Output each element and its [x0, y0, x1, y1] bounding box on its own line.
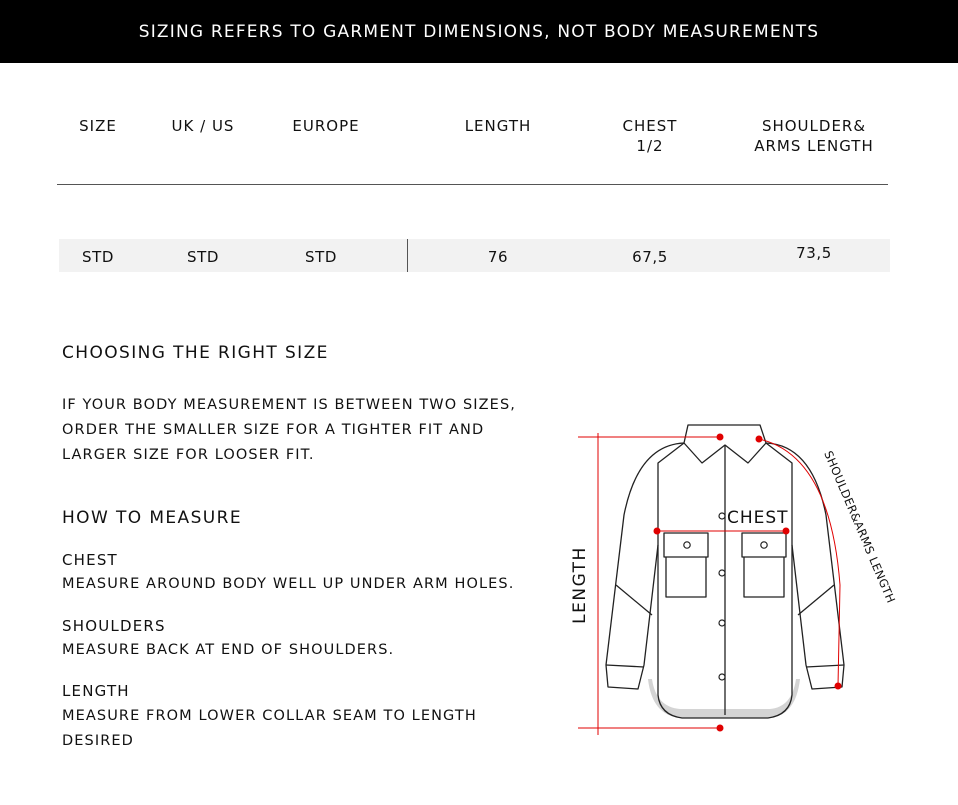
placket-button [719, 513, 725, 519]
choosing-text [62, 393, 516, 468]
col-header-chest-sub: 1/2 [636, 137, 664, 155]
cuff-point [835, 683, 842, 690]
col-header-uk-us: UK / US [171, 117, 235, 135]
choosing-line-2: ORDER THE SMALLER SIZE FOR A TIGHTER FIT AND [62, 422, 485, 438]
length-title: LENGTH [62, 682, 130, 700]
hem-point [717, 725, 724, 732]
left-sleeve [606, 443, 684, 689]
placket-button [719, 674, 725, 680]
placket-button [719, 620, 725, 626]
pocket-button-right [761, 542, 767, 548]
row-divider [407, 239, 408, 272]
col-header-chest [605, 116, 695, 156]
chest-label: CHEST [727, 508, 789, 528]
header-banner [0, 0, 958, 63]
length-line-1: MEASURE FROM LOWER COLLAR SEAM TO LENGTH [62, 708, 477, 724]
col-header-shoulder [738, 116, 890, 156]
length-text [62, 704, 477, 754]
choosing-title: CHOOSING THE RIGHT SIZE [62, 343, 329, 363]
col-header-size: SIZE [79, 117, 117, 135]
col-header-length: LENGTH [464, 117, 532, 135]
col-header-chest-label: CHEST [622, 117, 678, 135]
header-divider [57, 184, 888, 185]
shoulders-text: MEASURE BACK AT END OF SHOULDERS. [62, 642, 395, 658]
chest-title: CHEST [62, 551, 118, 569]
placket-button [719, 570, 725, 576]
col-header-shoulder-label: SHOULDER& [761, 117, 867, 135]
right-sleeve-seam [798, 585, 834, 615]
choosing-line-1: IF YOUR BODY MEASUREMENT IS BETWEEN TWO SIZES, [62, 397, 516, 413]
shirt-measurement-diagram [560, 415, 900, 745]
cell-size: STD [81, 248, 115, 266]
shoulders-title: SHOULDERS [62, 617, 166, 635]
cell-chest: 67,5 [632, 248, 668, 266]
left-pocket [666, 557, 706, 597]
hem-shadow [648, 679, 800, 718]
cell-uk-us: STD [186, 248, 220, 266]
cell-europe: STD [304, 248, 338, 266]
banner-text: SIZING REFERS TO GARMENT DIMENSIONS, NOT BODY MEASUREMENTS [138, 21, 820, 42]
measure-title: HOW TO MEASURE [62, 508, 242, 528]
col-header-europe: EUROPE [292, 117, 360, 135]
left-sleeve-seam [616, 585, 652, 615]
length-line-2: DESIRED [62, 733, 134, 749]
collar-point [717, 434, 724, 441]
shoulder-arms-label: SHOULDER&ARMS LENGTH [821, 448, 899, 606]
cell-length: 76 [487, 248, 509, 266]
length-label: LENGTH [570, 546, 590, 624]
right-pocket [744, 557, 784, 597]
left-cuff-line [606, 665, 644, 667]
pocket-button-left [684, 542, 690, 548]
col-header-shoulder-sub: ARMS LENGTH [754, 137, 874, 155]
chest-right-point [783, 528, 790, 535]
shoulder-point [756, 436, 763, 443]
shoulder-arm-line [759, 439, 840, 686]
chest-left-point [654, 528, 661, 535]
chest-text: MEASURE AROUND BODY WELL UP UNDER ARM HOLES. [62, 576, 515, 592]
cell-shoulder: 73,5 [796, 244, 832, 262]
choosing-line-3: LARGER SIZE FOR LOOSER FIT. [62, 447, 315, 463]
